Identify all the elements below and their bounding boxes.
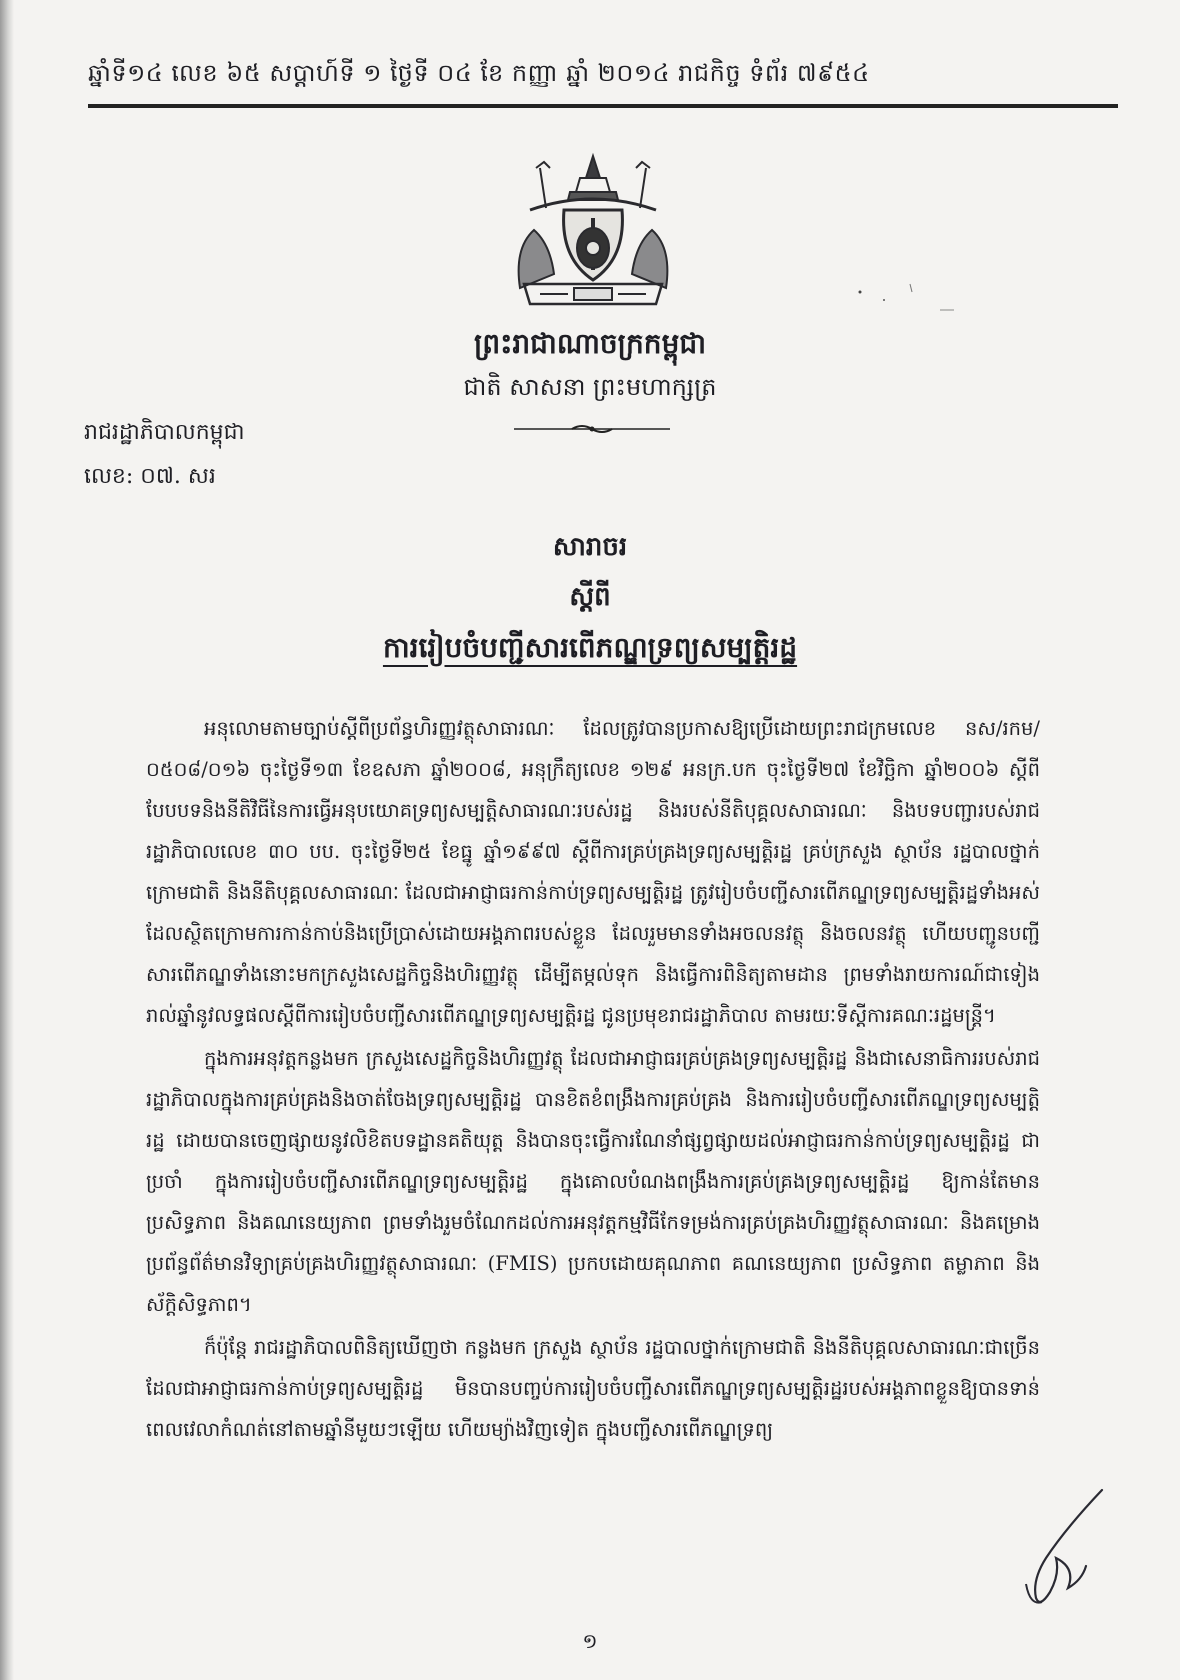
document-subject: ការរៀបចំបញ្ជីសារពើភណ្ឌទ្រព្យសម្បត្តិរដ្ឋ <box>382 631 798 664</box>
page-number: ១ <box>582 1629 598 1653</box>
royal-coat-of-arms-icon <box>500 148 686 313</box>
issuing-authority: រាជរដ្ឋាភិបាលកម្ពុជា <box>84 420 245 445</box>
national-motto: ជាតិ សាសនា ព្រះមហាក្សត្រ <box>463 373 717 401</box>
gazette-header: ឆ្នាំទី១៤ លេខ ៦៥ សប្តាហ៍ទី ១ ថ្ងៃទី ០៤ ខែ កញ្ញា ឆ្នាំ ២០១៤ រាជកិច្ច ទំព័រ ៧៩៥៤ <box>88 59 870 87</box>
handwritten-signature-icon <box>1006 1488 1106 1608</box>
document-about: ស្តីពី <box>569 582 611 612</box>
ornament-divider <box>512 422 672 436</box>
scan-edge-shadow <box>0 0 14 1680</box>
document-body <box>146 708 1040 1452</box>
kingdom-title: ព្រះរាជាណាចក្រកម្ពុជា <box>473 327 706 360</box>
scan-specks <box>850 280 970 340</box>
header-rule <box>88 104 1118 108</box>
document-type: សារាចរ <box>552 532 628 562</box>
paragraph: ក្នុងការអនុវត្តកន្លងមក ក្រសួងសេដ្ឋកិច្ចនិងហិរញ្ញវត្ថុ ដែលជាអាជ្ញាធរគ្រប់គ្រងទ្រព្យសម្បត្តិរដ្ឋ និងជាសេនាធិការរបស់រាជរដ្ឋាភិបាលក្នុងការគ្រប់គ្រងនិងចាត់ចែងទ្រព្យសម្បត្តិរដ្ឋ បានខិតខំពង្រឹងការគ្រប់គ្រង និងការរៀបចំបញ្ជីសារពើភណ្ឌទ្រព្យសម្បត្តិរដ្ឋ ដោយបានចេញផ្សាយនូវលិខិតបទដ្ឋានគតិយុត្ត និងបានចុះធ្វើការណែនាំផ្សព្វផ្សាយដល់អាជ្ញាធរកាន់កាប់ទ្រព្យសម្បត្តិរដ្ឋ ជាប្រចាំ ក្នុងការរៀបចំបញ្ជីសារពើភណ្ឌទ្រព្យសម្បត្តិរដ្ឋ ក្នុងគោលបំណងពង្រឹងការគ្រប់គ្រងទ្រព្យសម្បត្តិរដ្ឋ ឱ្យកាន់តែមានប្រសិទ្ធភាព និងគណនេយ្យភាព ព្រមទាំងរួមចំណែកដល់ការអនុវត្តកម្មវិធីកែទម្រង់ការគ្រប់គ្រងហិរញ្ញវត្ថុសាធារណៈ និងគម្រោងប្រព័ន្ធព័ត៌មានវិទ្យាគ្រប់គ្រងហិរញ្ញវត្ថុសាធារណៈ (FMIS) ប្រកបដោយគុណភាព គណនេយ្យភាព ប្រសិទ្ធភាព តម្លាភាព និងស័ក្តិសិទ្ធភាព។ <box>146 1047 1040 1316</box>
paragraph: អនុលោមតាមច្បាប់ស្តីពីប្រព័ន្ធហិរញ្ញវត្ថុសាធារណៈ ដែលត្រូវបានប្រកាសឱ្យប្រើដោយព្រះរាជក្រមលេខ នស/រកម/០៥០៨/០១៦ ចុះថ្ងៃទី១៣ ខែឧសភា ឆ្នាំ២០០៨, អនុក្រឹត្យលេខ ១២៩ អនក្រ.បក ចុះថ្ងៃទី២៧ ខែវិច្ឆិកា ឆ្នាំ២០០៦ ស្តីពីបែបបទនិងនីតិវិធីនៃការធ្វើអនុបយោគទ្រព្យសម្បត្តិសាធារណៈរបស់រដ្ឋ និងរបស់នីតិបុគ្គលសាធារណៈ និងបទបញ្ជារបស់រាជរដ្ឋាភិបាលលេខ ៣០ បប. ចុះថ្ងៃទី២៥ ខែធ្នូ ឆ្នាំ១៩៩៧ ស្តីពីការគ្រប់គ្រងទ្រព្យសម្បត្តិរដ្ឋ គ្រប់ក្រសួង ស្ថាប័ន រដ្ឋបាលថ្នាក់ក្រោមជាតិ និងនីតិបុគ្គលសាធារណៈ ដែលជាអាជ្ញាធរកាន់កាប់ទ្រព្យសម្បត្តិរដ្ឋ ត្រូវរៀបចំបញ្ជីសារពើភណ្ឌទ្រព្យសម្បត្តិរដ្ឋទាំងអស់ ដែលស្ថិតក្រោមការកាន់កាប់និងប្រើប្រាស់ដោយអង្គភាពរបស់ខ្លួន ដែលរួមមានទាំងអចលនវត្ថុ និងចលនវត្ថុ ហើយបញ្ជូនបញ្ជីសារពើភណ្ឌទាំងនោះមកក្រសួងសេដ្ឋកិច្ចនិងហិរញ្ញវត្ថុ ដើម្បីតម្កល់ទុក និងធ្វើការពិនិត្យតាមដាន ព្រមទាំងរាយការណ៍ជាទៀងរាល់ឆ្នាំនូវលទ្ធផលស្តីពីការរៀបចំបញ្ជីសារពើភណ្ឌទ្រព្យសម្បត្តិរដ្ឋ ជូនប្រមុខរាជរដ្ឋាភិបាល តាមរយៈទីស្តីការគណៈរដ្ឋមន្ត្រី។ <box>146 717 1040 1027</box>
reference-number: លេខ: ០៧. សរ <box>84 464 216 489</box>
paragraph: ក៏ប៉ុន្តែ រាជរដ្ឋាភិបាលពិនិត្យឃើញថា កន្លងមក ក្រសួង ស្ថាប័ន រដ្ឋបាលថ្នាក់ក្រោមជាតិ និងនីតិបុគ្គលសាធារណៈជាច្រើន ដែលជាអាជ្ញាធរកាន់កាប់ទ្រព្យសម្បត្តិរដ្ឋ មិនបានបញ្ចប់ការរៀបចំបញ្ជីសារពើភណ្ឌទ្រព្យសម្បត្តិរដ្ឋរបស់អង្គភាពខ្លួនឱ្យបានទាន់ពេលវេលាកំណត់នៅតាមឆ្នាំនីមួយៗឡើយ ហើយម្យ៉ាងវិញទៀត ក្នុងបញ្ជីសារពើភណ្ឌទ្រព្យ <box>146 1336 1040 1441</box>
